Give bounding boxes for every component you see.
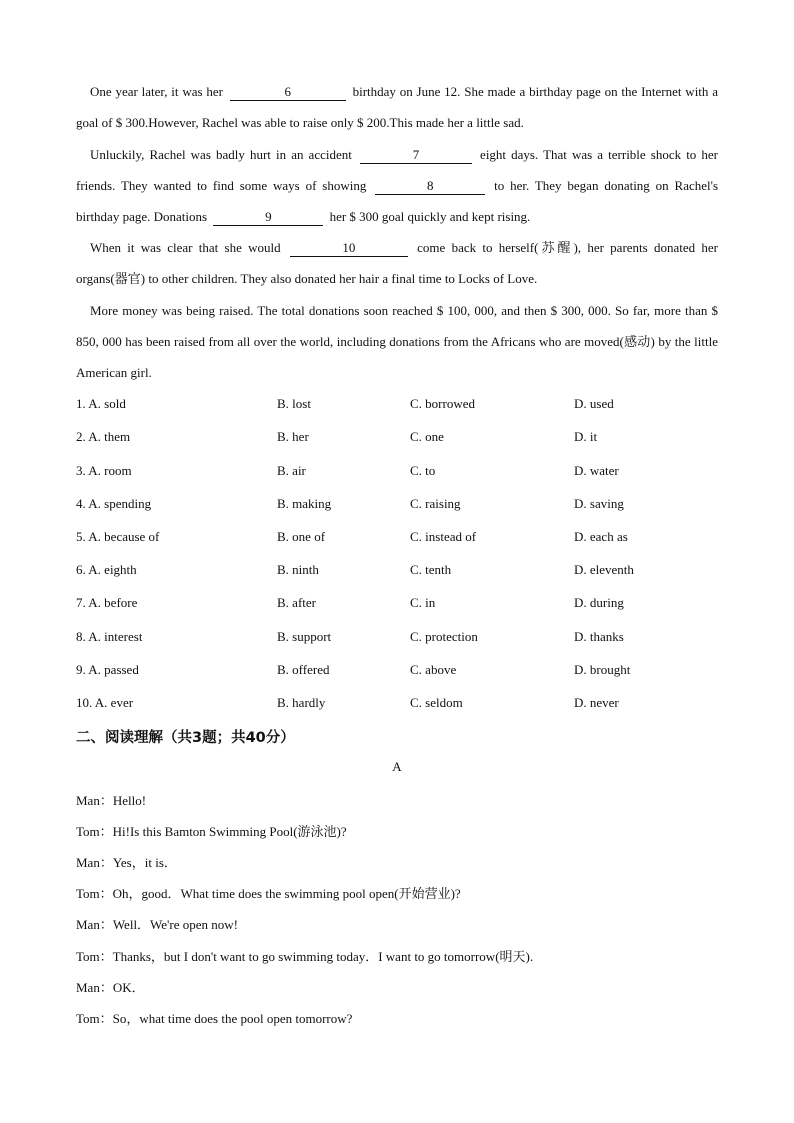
option-b: B. ninth <box>277 562 319 577</box>
blank-9: 9 <box>213 210 323 226</box>
option-b: B. air <box>277 463 306 478</box>
question-row-1 <box>76 396 736 416</box>
question-row-9 <box>76 662 736 682</box>
option-c: C. to <box>410 463 436 478</box>
option-c: C. above <box>410 662 457 677</box>
question-row-3 <box>76 463 736 483</box>
dialogue-line: Man：OK． <box>76 980 145 995</box>
option-c: C. one <box>410 429 444 444</box>
dialogue-line: Man：Yes，it is． <box>76 855 177 870</box>
dialogue-line: Man：Well．We're open now! <box>76 917 238 932</box>
option-a: 6. A. eighth <box>76 562 137 577</box>
option-b: B. her <box>277 429 309 444</box>
option-b: B. one of <box>277 529 326 544</box>
option-d: D. brought <box>574 662 631 677</box>
option-a: 5. A. because of <box>76 529 160 544</box>
blank-6: 6 <box>230 85 346 101</box>
cloze-paragraph-3 <box>76 232 718 294</box>
blank-8: 8 <box>375 179 485 195</box>
question-row-5 <box>76 529 736 549</box>
question-row-6 <box>76 562 736 582</box>
option-a: 10. A. ever <box>76 695 134 710</box>
option-a: 2. A. them <box>76 429 131 444</box>
option-b: B. support <box>277 629 332 644</box>
option-b: B. making <box>277 496 332 511</box>
question-row-7 <box>76 595 736 615</box>
option-c: C. tenth <box>410 562 452 577</box>
option-a: 9. A. passed <box>76 662 139 677</box>
cloze-paragraph-1 <box>76 76 718 138</box>
option-c: C. borrowed <box>410 396 475 411</box>
paragraph-text: When it was clear that she would <box>90 240 281 255</box>
option-d: D. each as <box>574 529 628 544</box>
paragraph-text: eight days. That was a terrible shock to her friends. They wanted to find some ways of showing <box>76 147 718 193</box>
blank-10: 10 <box>290 241 408 257</box>
paragraph-text: birthday on June 12. She made a birthday page on the Internet with a goal of $ 300.However, Rachel was able to raise only $ 200.This made her a little sad. <box>76 84 719 130</box>
paragraph-text: More money was being raised. The total donations soon reached $ 100, 000, and then $ 300, 000. So far, more than $ 850, 000 has been raised from all over the world, including donations from the Africans who are moved(感动) by the little American girl. <box>76 303 718 380</box>
paragraph-text: Unluckily, Rachel was badly hurt in an accident <box>90 147 352 162</box>
question-row-10 <box>76 695 736 715</box>
question-row-4 <box>76 496 736 516</box>
option-d: D. it <box>574 429 598 444</box>
option-c: C. seldom <box>410 695 463 710</box>
passage-label: A <box>392 759 402 774</box>
option-b: B. offered <box>277 662 330 677</box>
dialogue-line: Tom：So，what time does the pool open tomorrow? <box>76 1011 353 1026</box>
option-a: 8. A. interest <box>76 629 143 644</box>
section-title: 二、阅读理解（共3题；共40分） <box>76 730 295 746</box>
option-a: 3. A. room <box>76 463 132 478</box>
option-c: C. in <box>410 595 436 610</box>
option-a: 7. A. before <box>76 595 138 610</box>
cloze-paragraph-4 <box>76 295 718 388</box>
option-b: B. after <box>277 595 316 610</box>
dialogue-line: Tom：Thanks，but I don't want to go swimming today．I want to go tomorrow(明天). <box>76 949 534 964</box>
option-c: C. protection <box>410 629 478 644</box>
option-b: B. lost <box>277 396 311 411</box>
option-d: D. during <box>574 595 624 610</box>
cloze-paragraph-2 <box>76 139 718 232</box>
option-d: D. water <box>574 463 619 478</box>
option-d: D. used <box>574 396 614 411</box>
paragraph-text: come back to herself(苏醒), her parents donated her organs(器官) to other children. They also donated her hair a final time to Locks of Love. <box>76 240 718 286</box>
option-d: D. eleventh <box>574 562 634 577</box>
question-row-8 <box>76 629 736 649</box>
dialogue-line: Tom：Oh，good．What time does the swimming pool open(开始营业)? <box>76 886 461 901</box>
paragraph-text: One year later, it was her <box>90 84 223 99</box>
dialogue-line: Man：Hello! <box>76 793 147 808</box>
question-row-2 <box>76 429 736 449</box>
option-c: C. raising <box>410 496 461 511</box>
option-c: C. instead of <box>410 529 477 544</box>
blank-7: 7 <box>360 148 472 164</box>
dialogue-line: Tom：Hi!Is this Bamton Swimming Pool(游泳池)? <box>76 824 347 839</box>
option-d: D. never <box>574 695 619 710</box>
option-d: D. saving <box>574 496 624 511</box>
option-d: D. thanks <box>574 629 624 644</box>
option-b: B. hardly <box>277 695 326 710</box>
paragraph-text: her $ 300 goal quickly and kept rising. <box>329 209 531 224</box>
option-a: 1. A. sold <box>76 396 126 411</box>
option-a: 4. A. spending <box>76 496 152 511</box>
paragraph-text: to her. They began donating on Rachel's birthday page. Donations <box>76 178 719 224</box>
